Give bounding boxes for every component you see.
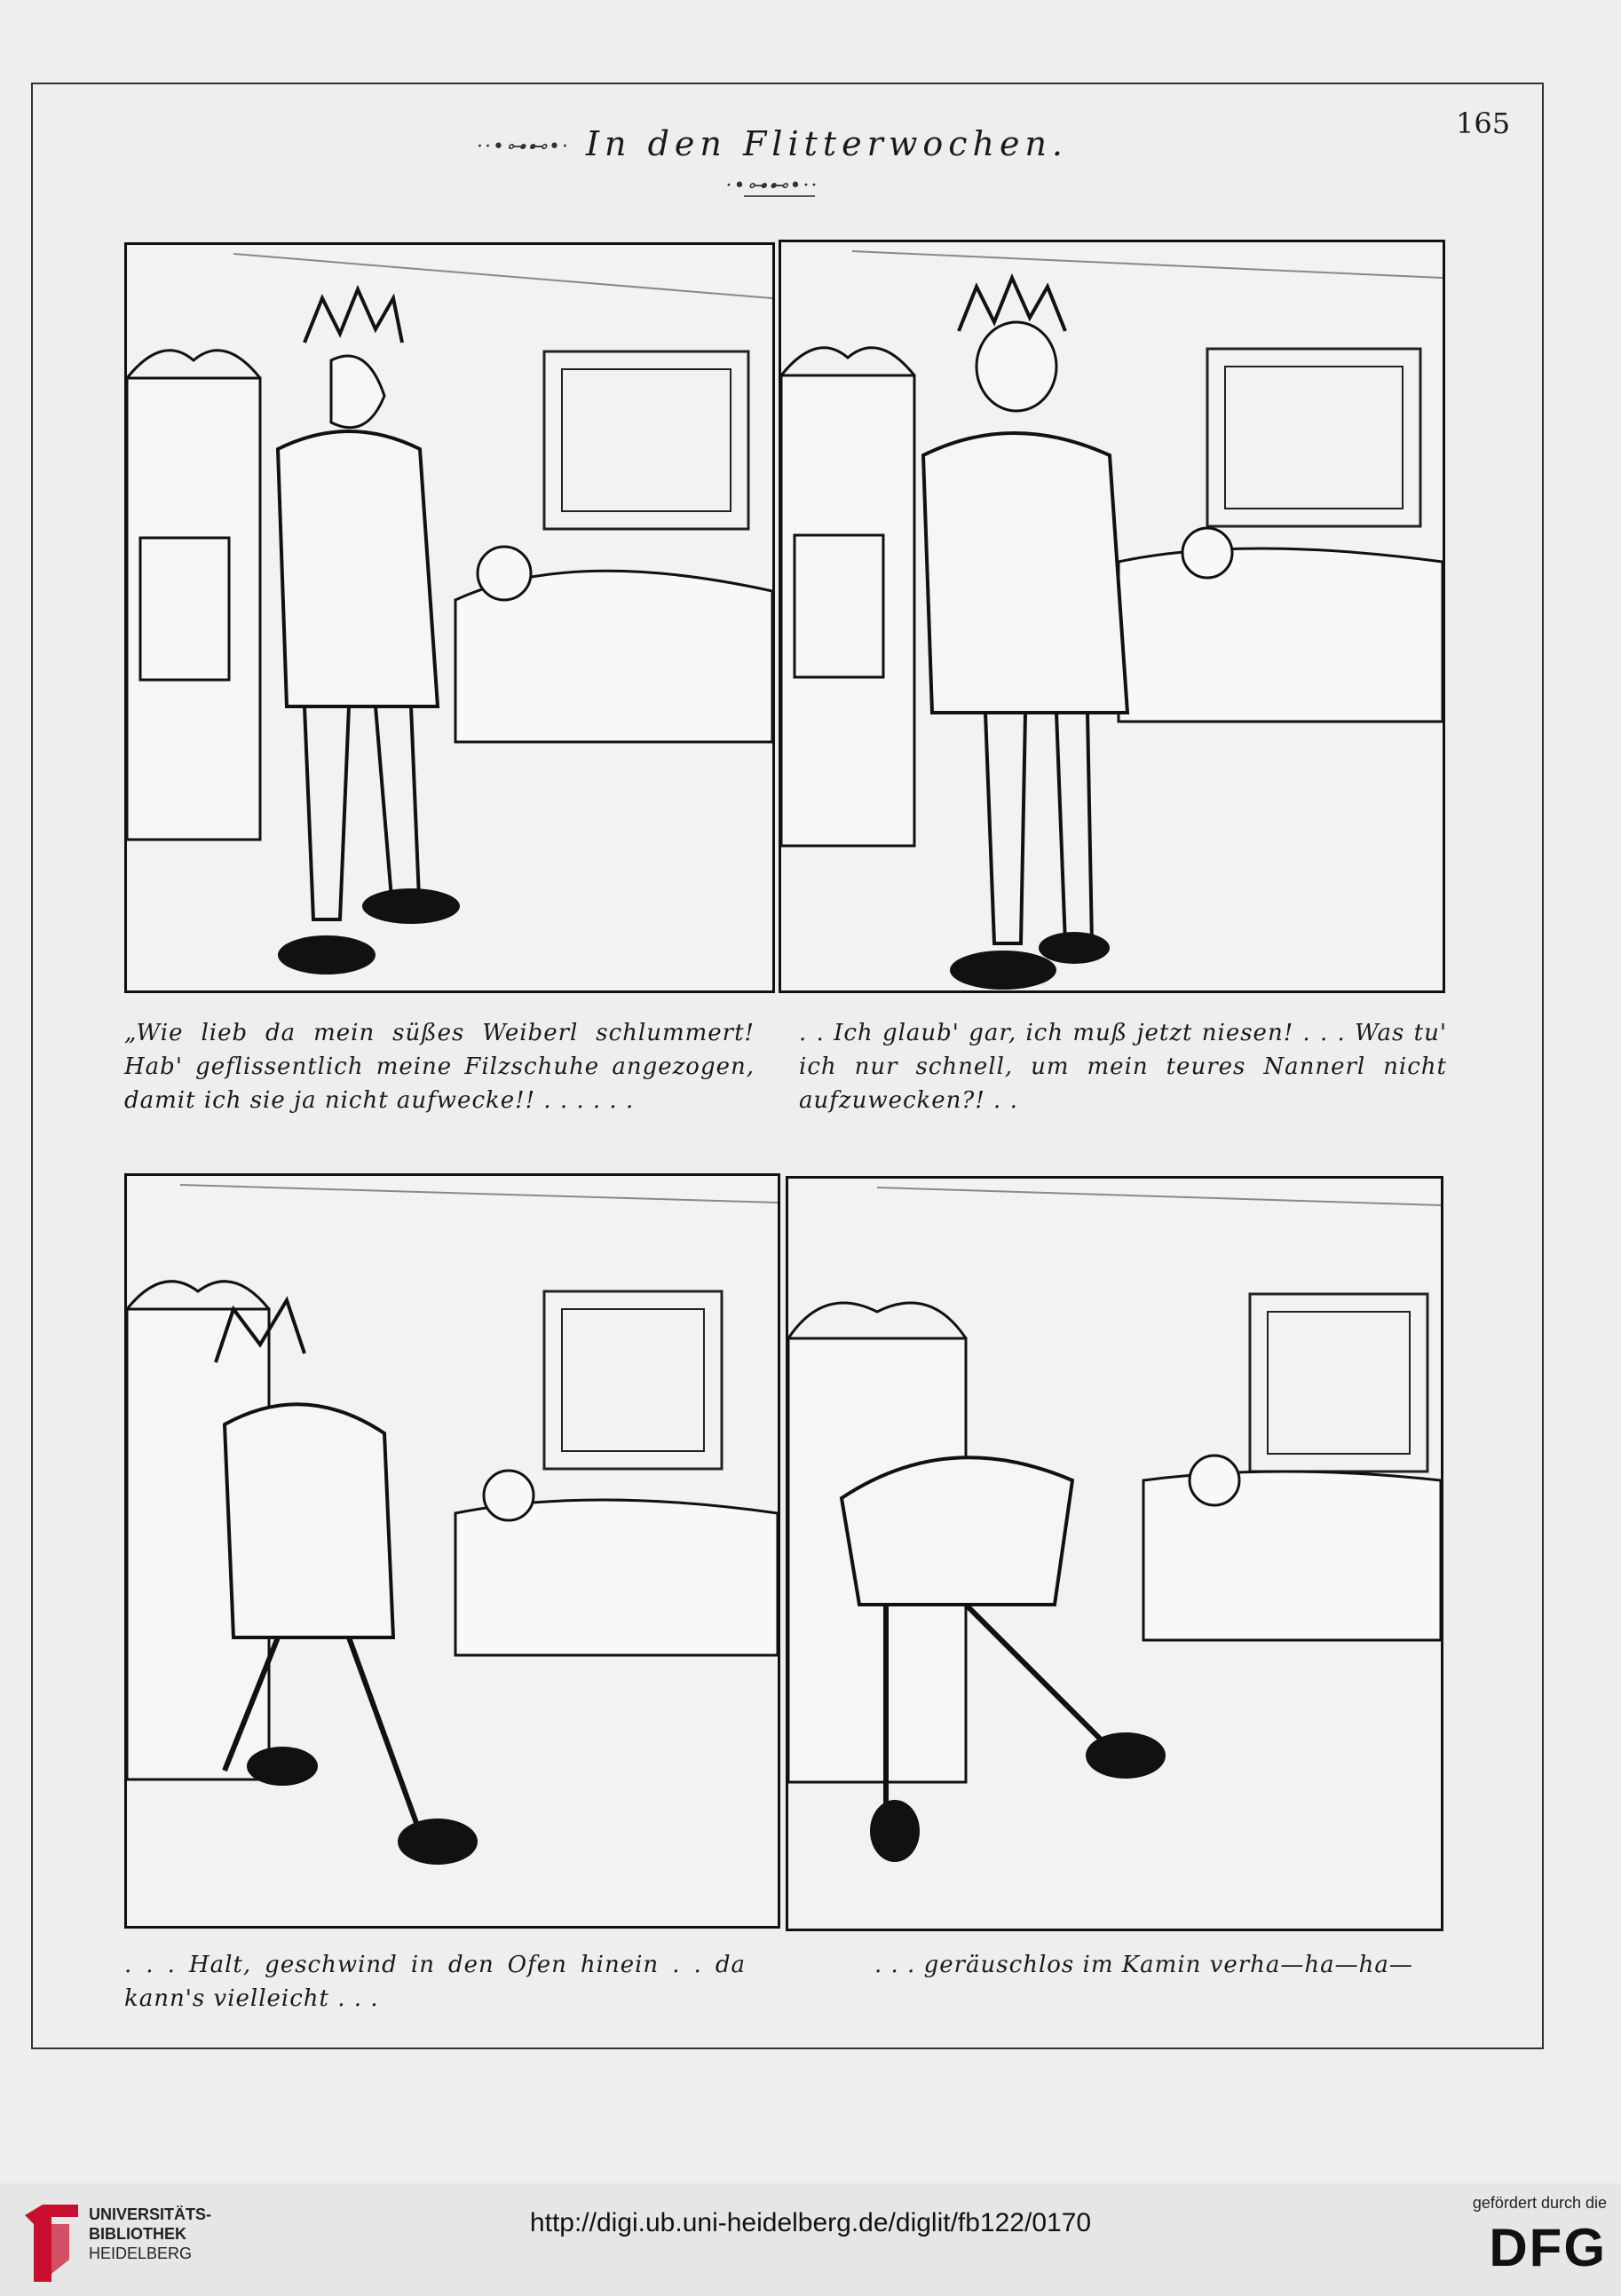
dfg-logo[interactable]: DFG <box>1489 2218 1607 2277</box>
comic-panel-3 <box>124 1173 780 1929</box>
comic-panel-2 <box>779 240 1445 993</box>
header-ornament-right: ·•⊶⊷•·· <box>725 175 819 197</box>
header-ornament-left: ··•⊶⊷•· <box>476 136 570 158</box>
funded-by-label: gefördert durch die <box>1472 2194 1607 2212</box>
library-name-line-1: UNIVERSITÄTS- <box>89 2205 212 2223</box>
header-rule <box>744 195 815 197</box>
comic-panel-1 <box>124 242 775 993</box>
panel-4-illustration <box>788 1179 1441 1929</box>
panel-2-illustration <box>781 242 1443 990</box>
page-title: In den Flitterwochen. <box>586 124 1069 163</box>
panel-3-caption: . . . Halt, geschwind in den Ofen hinein . . da kann's vielleicht . . . <box>124 1952 746 2012</box>
library-name-line-3: HEIDELBERG <box>89 2245 193 2262</box>
library-name-line-2: BIBLIOTHEK <box>89 2225 186 2243</box>
comic-panel-4 <box>786 1176 1443 1931</box>
panel-2-caption: . . Ich glaub' gar, ich muß jetzt niesen! . . . Was tu' ich nur schnell, um mein teures Nannerl nicht aufzuwecken?! . . <box>799 1020 1447 1114</box>
page-header <box>462 124 1083 202</box>
panel-1-caption: „Wie lieb da mein süßes Weiberl schlummert! Hab' geflissentlich meine Filzschuhe angezogen, damit ich sie ja nicht aufwecke!! . . . . . . <box>124 1020 755 1114</box>
viewer-footer <box>0 2183 1621 2296</box>
library-name[interactable] <box>89 2205 211 2263</box>
permalink-url[interactable]: http://digi.ub.uni-heidelberg.de/diglit/fb122/0170 <box>529 2208 1092 2237</box>
panel-3-illustration <box>127 1176 778 1926</box>
panel-1-illustration <box>127 245 772 990</box>
panel-4-caption: . . . geräuschlos im Kamin verha—ha—ha— <box>874 1952 1413 1978</box>
page-number: 165 <box>1456 107 1511 140</box>
